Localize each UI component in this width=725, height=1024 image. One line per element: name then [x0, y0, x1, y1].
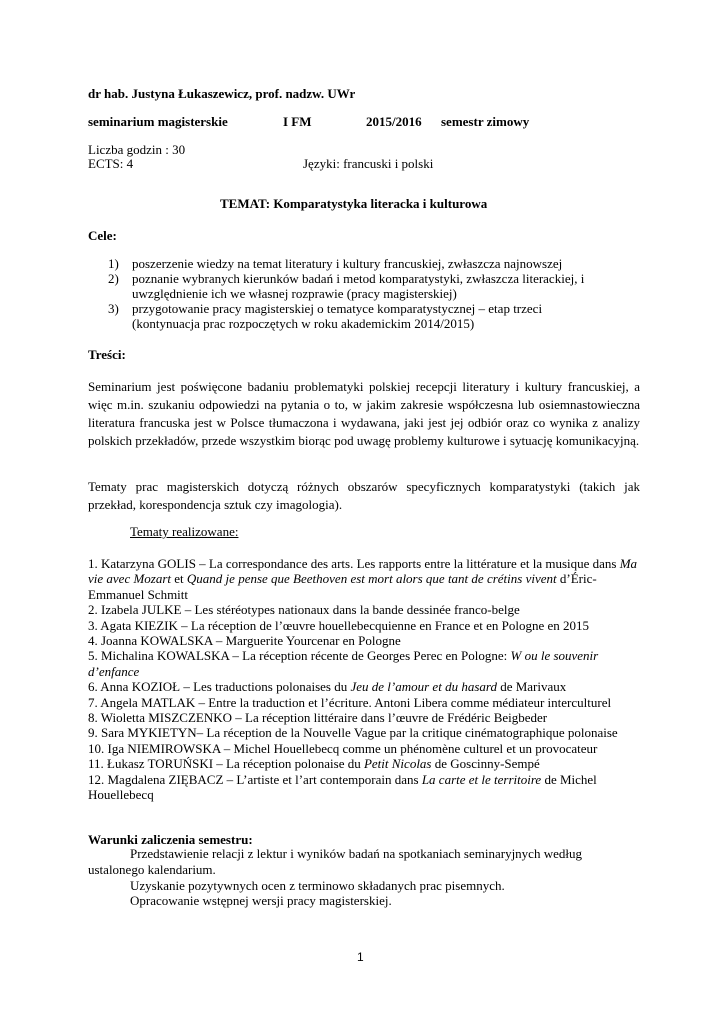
topic-item: [88, 741, 648, 756]
academic-year: 2015/2016: [366, 114, 422, 129]
topic-item: [88, 772, 648, 803]
topic-item: [88, 679, 648, 694]
topic-item: [88, 602, 648, 617]
topic-text: de Marivaux: [496, 679, 567, 695]
topic-text: 2. Izabela JULKE – Les stéréotypes nationaux dans la bande dessinée franco-belge: [88, 602, 520, 618]
goal-item: [108, 256, 613, 271]
page-number: 1: [357, 950, 364, 964]
topic-title-italic: Ma vie avec Mozart: [88, 556, 638, 587]
hours-count: Liczba godzin : 30: [88, 142, 186, 157]
goal-text: poznanie wybranych kierunków badań i metod komparatystyki, zwłaszcza literackiej, i uwzględnienie ich we własnej rozprawie (pracy magisterskiej): [132, 271, 585, 301]
topic-text: 6. Anna KOZIOŁ – Les traductions polonaises du: [88, 679, 351, 695]
topic-item: [88, 556, 648, 602]
topic-item: [88, 756, 648, 771]
goals-list: [108, 256, 613, 331]
topic-item: [88, 710, 648, 725]
topic-text: 12. Magdalena ZIĘBACZ – L’artiste et l’art contemporain dans: [88, 771, 422, 787]
goal-item: [108, 271, 613, 301]
languages: Języki: francuski i polski: [303, 156, 434, 171]
author-line: dr hab. Justyna Łukaszewicz, prof. nadzw. UWr: [88, 86, 356, 101]
course-type: seminarium magisterskie: [88, 114, 228, 129]
goal-number: 2): [108, 271, 119, 286]
goal-number: 1): [108, 256, 119, 271]
topic-item: [88, 648, 648, 679]
topics-list: [88, 556, 648, 803]
topic-text: 5. Michalina KOWALSKA – La réception récente de Georges Perec en Pologne:: [88, 648, 511, 664]
topic-text: 8. Wioletta MISZCZENKO – La réception littéraire dans l’œuvre de Frédéric Beigbeder: [88, 710, 548, 726]
topic-text: 3. Agata KIEZIK – La réception de l’œuvre houellebecquienne en France et en Pologne en 2015: [88, 617, 590, 633]
topic-text: de Michel Houellebecq: [88, 771, 597, 803]
topic-text: d’Éric-Emmanuel Schmitt: [88, 571, 597, 602]
topic-item: [88, 633, 648, 648]
topic-text: 11. Łukasz TORUŃSKI – La réception polonaise du: [88, 756, 364, 772]
semester: semestr zimowy: [441, 114, 530, 129]
goal-text: przygotowanie pracy magisterskiej o tematyce komparatystycznej – etap trzeci (kontynuacja prac rozpoczętych w roku akademickim 2014/2015): [132, 301, 543, 331]
topic-title-italic: Jeu de l’amour et du hasard: [350, 679, 497, 695]
topic-text: de Goscinny-Sempé: [431, 756, 540, 772]
goal-text: poszerzenie wiedzy na temat literatury i kultury francuskiej, zwłaszcza najnowszej: [132, 256, 563, 271]
topic-text: 7. Angela MATLAK – Entre la traduction et l’écriture. Antoni Libera comme médiateur interculturel: [88, 694, 612, 710]
seminar-topic: TEMAT: Komparatystyka literacka i kulturowa: [220, 196, 488, 211]
requirements-line-3: Opracowanie wstępnej wersji pracy magisterskiej.: [130, 893, 392, 908]
topic-title-italic: W ou le souvenir d’enfance: [88, 648, 599, 679]
topic-text: et: [171, 571, 187, 587]
topics-heading: Tematy realizowane:: [130, 524, 239, 539]
topic-text: 1. Katarzyna GOLIS – La correspondance des arts. Les rapports entre la littérature et la musique dans: [88, 556, 620, 571]
contents-paragraph-1: Seminarium jest poświęcone badaniu problematyki polskiej recepcji literatury i kultury francuskiej, a więc m.in. szukaniu odpowiedzi na pytania o to, w jakim zakresie współczesna lub osiemnastowieczna literatura francuska jest w Polsce tłumaczona i wydawana, jaki jest jej odbiór oraz co wynika z analizy polskich przekładów, przede wszystkim biorąc pod uwagę problemy kulturowe i sytuację komunikacyjną.: [88, 379, 640, 448]
requirements-line-2: Uzyskanie pozytywnych ocen z terminowo składanych prac pisemnych.: [130, 878, 505, 893]
topic-item: [88, 695, 648, 710]
topic-text: 4. Joanna KOWALSKA – Marguerite Yourcenar en Pologne: [88, 633, 401, 649]
contents-paragraph-2: Tematy prac magisterskich dotyczą różnych obszarów specyficznych komparatystyki (takich jak przekład, korespondencja sztuk czy imagologia).: [88, 479, 640, 512]
topic-item: [88, 725, 648, 740]
topic-title-italic: La carte et le territoire: [421, 771, 542, 787]
topic-item: [88, 618, 648, 633]
topic-title-italic: Quand je pense que Beethoven est mort alors que tant de crétins vivent: [186, 571, 557, 587]
ects: ECTS: 4: [88, 156, 134, 171]
contents-heading: Treści:: [88, 347, 126, 362]
program: I FM: [283, 114, 312, 129]
topic-title-italic: Petit Nicolas: [363, 756, 432, 772]
goal-number: 3): [108, 301, 119, 316]
goal-item: [108, 301, 613, 331]
goals-heading: Cele:: [88, 228, 117, 243]
topic-text: 10. Iga NIEMIROWSKA – Michel Houellebecq comme un phénomène culturel et un provocateur: [88, 740, 598, 756]
topic-text: 9. Sara MYKIETYN– La réception de la Nouvelle Vague par la critique cinématographique polonaise: [88, 725, 618, 741]
requirements-line-1: Przedstawienie relacji z lektur i wyników badań na spotkaniach seminaryjnych według ustalonego kalendarium.: [88, 846, 582, 877]
requirements-heading: Warunki zaliczenia semestru:: [88, 832, 253, 847]
